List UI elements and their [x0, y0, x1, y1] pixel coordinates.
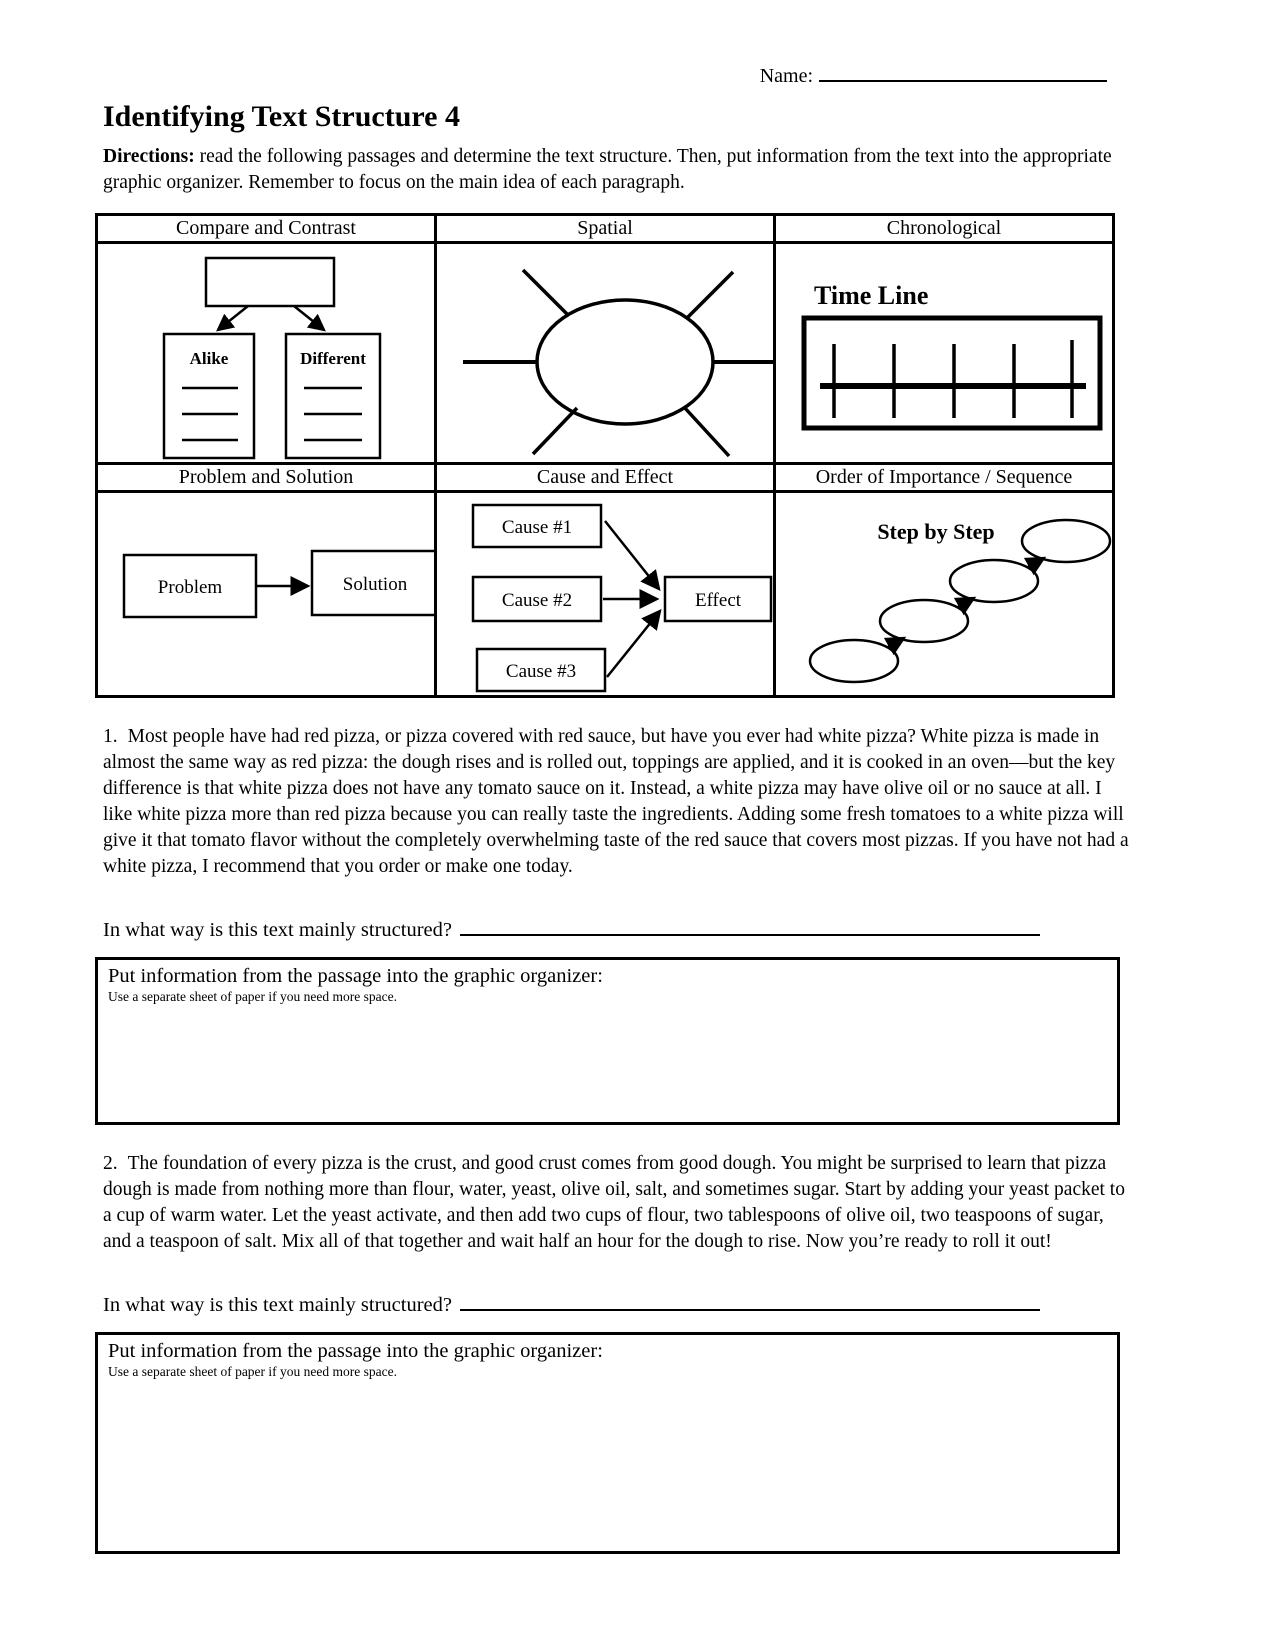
header-chronological: Chronological	[775, 215, 1114, 243]
effect-label: Effect	[694, 590, 742, 611]
header-order-importance-sequence: Order of Importance / Sequence	[775, 464, 1114, 492]
name-label: Name:	[759, 65, 813, 87]
compare-contrast-cell	[97, 243, 436, 464]
question-2-answer-line[interactable]	[460, 1291, 1040, 1311]
problem-solution-diagram	[98, 493, 436, 695]
organizer-header-row-2	[97, 464, 1114, 492]
organizer-box-2-note: Use a separate sheet of paper if you need more space.	[108, 1364, 397, 1379]
question-1	[103, 916, 1130, 942]
cause-effect-cell	[436, 492, 775, 697]
cause3-label: Cause #3	[505, 661, 577, 682]
header-compare-contrast: Compare and Contrast	[97, 215, 436, 243]
name-fill-in-line[interactable]	[819, 62, 1107, 82]
question-2	[103, 1291, 1130, 1317]
sequence-cell	[775, 492, 1114, 697]
question-1-answer-line[interactable]	[460, 916, 1040, 936]
timeline-label: Time Line	[814, 281, 929, 310]
chronological-cell	[775, 243, 1114, 464]
problem-solution-cell	[97, 492, 436, 697]
text-structure-organizer-table	[95, 213, 1115, 698]
header-spatial: Spatial	[436, 215, 775, 243]
passage-2-number: 2.	[103, 1153, 118, 1174]
spatial-web-diagram	[437, 244, 775, 462]
step-by-step-label: Step by Step	[877, 519, 995, 544]
passage-2-text: The foundation of every pizza is the crust, and good crust comes from good dough. You might be surprised to learn that pizza dough is made from nothing more than flour, water, yeast, olive oil, salt, and sometimes sugar. Start by adding your yeast packet to a cup of warm water. Let the yeast activate, and then add two cups of flour, two tablespoons of olive oil, two teaspoons of sugar, and a teaspoon of salt. Mix all of that together and wait half an hour for the dough to rise. Now you’re ready to roll it out!	[103, 1153, 1125, 1252]
organizer-box-1-title: Put information from the passage into the graphic organizer:	[108, 965, 603, 987]
question-2-prompt: In what way is this text mainly structured?	[103, 1294, 452, 1316]
cause-effect-diagram	[437, 493, 775, 695]
organizer-diagram-row-1	[97, 243, 1114, 464]
directions-text	[103, 144, 1128, 196]
question-1-prompt: In what way is this text mainly structured?	[103, 919, 452, 941]
name-row	[95, 0, 1107, 88]
cause2-label: Cause #2	[501, 590, 573, 611]
organizer-box-2-title: Put information from the passage into the graphic organizer:	[108, 1340, 603, 1362]
solution-label: Solution	[342, 574, 408, 595]
organizer-answer-box-2[interactable]	[95, 1332, 1120, 1554]
cause1-label: Cause #1	[501, 517, 573, 538]
passage-1	[103, 724, 1131, 880]
organizer-diagram-row-2	[97, 492, 1114, 697]
passage-2	[103, 1151, 1131, 1255]
timeline-diagram	[776, 244, 1114, 462]
step-by-step-diagram	[776, 493, 1114, 695]
alike-label: Alike	[189, 349, 229, 368]
organizer-header-row-1	[97, 215, 1114, 243]
different-label: Different	[300, 349, 366, 368]
spatial-cell	[436, 243, 775, 464]
organizer-box-1-note: Use a separate sheet of paper if you need more space.	[108, 989, 397, 1004]
passage-1-text: Most people have had red pizza, or pizza covered with red sauce, but have you ever had white pizza? White pizza is made in almost the same way as red pizza: the dough rises and is rolled out, toppings are applied, and it is cooked in an oven—but the key difference is that white pizza does not have any tomato sauce on it. Instead, a white pizza may have olive oil or no sauce at all. I like white pizza more than red pizza because you can really taste the ingredients. Adding some fresh tomatoes to a white pizza will give it that tomato flavor without the completely overwhelming taste of the red sauce that covers most pizzas. If you have not had a white pizza, I recommend that you order or make one today.	[103, 726, 1129, 877]
compare-contrast-diagram	[98, 244, 436, 462]
header-cause-effect: Cause and Effect	[436, 464, 775, 492]
directions-label: Directions:	[103, 146, 195, 167]
header-problem-solution: Problem and Solution	[97, 464, 436, 492]
problem-label: Problem	[157, 577, 223, 598]
page-title: Identifying Text Structure 4	[103, 100, 460, 133]
passage-1-number: 1.	[103, 726, 118, 747]
organizer-answer-box-1[interactable]	[95, 957, 1120, 1125]
directions-body: read the following passages and determine the text structure. Then, put information from the text into the appropriate graphic organizer. Remember to focus on the main idea of each paragraph.	[103, 146, 1112, 193]
